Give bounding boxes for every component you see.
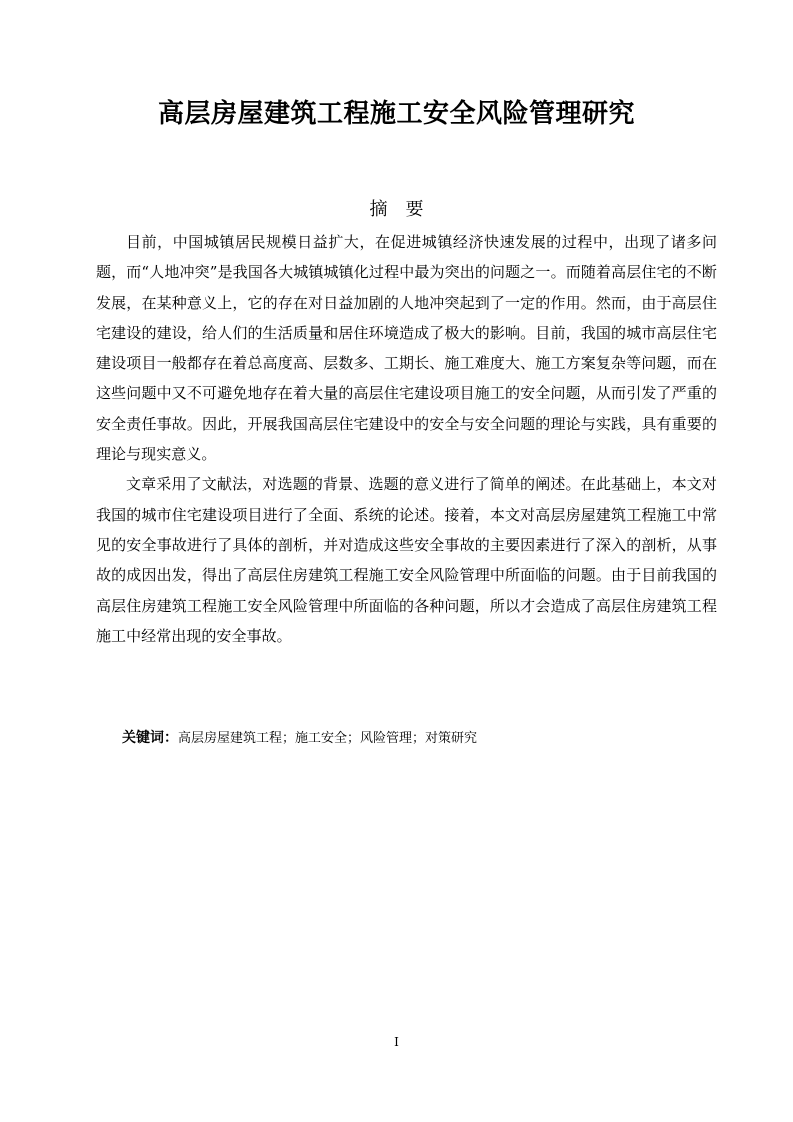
- keywords-label: 关键词：: [122, 730, 178, 746]
- keywords-line: [122, 726, 722, 751]
- abstract-paragraph-1: 目前，中国城镇居民规模日益扩大，在促进城镇经济快速发展的过程中，出现了诸多问题，而“人地冲突”是我国各大城镇城镇化过程中最为突出的问题之一。而随着高层住宅的不断发展，在某种意义上，它的存在对日益加剧的人地冲突起到了一定的作用。然而，由于高层住宅建设的建设，给人们的生活质量和居住环境造成了极大的影响。目前，我国的城市高层住宅建设项目一般都存在着总高度高、层数多、工期长、施工难度大、施工方案复杂等问题，而在这些问题中又不可避免地存在着大量的高层住宅建设项目施工的安全问题，从而引发了严重的安全责任事故。因此，开展我国高层住宅建设中的安全与安全问题的理论与实践，具有重要的理论与现实意义。: [96, 233, 717, 464]
- abstract-heading: 摘 要: [369, 199, 424, 220]
- abstract-body: [96, 227, 717, 651]
- document-title: 高层房屋建筑工程施工安全风险管理研究: [157, 99, 635, 129]
- page-number: I: [394, 1035, 399, 1049]
- keywords-text: 高层房屋建筑工程；施工安全；风险管理；对策研究: [178, 731, 478, 746]
- abstract-paragraph-2: 文章采用了文献法，对选题的背景、选题的意义进行了简单的阐述。在此基础上，本文对我国的城市住宅建设项目进行了全面、系统的论述。接着，本文对高层房屋建筑工程施工中常见的安全事故进行了具体的剖析，并对造成这些安全事故的主要因素进行了深入的剖析，从事故的成因出发，得出了高层住房建筑工程施工安全风险管理中所面临的问题。由于目前我国的高层住房建筑工程施工安全风险管理中所面临的各种问题，所以才会造成了高层住房建筑工程施工中经常出现的安全事故。: [96, 475, 717, 645]
